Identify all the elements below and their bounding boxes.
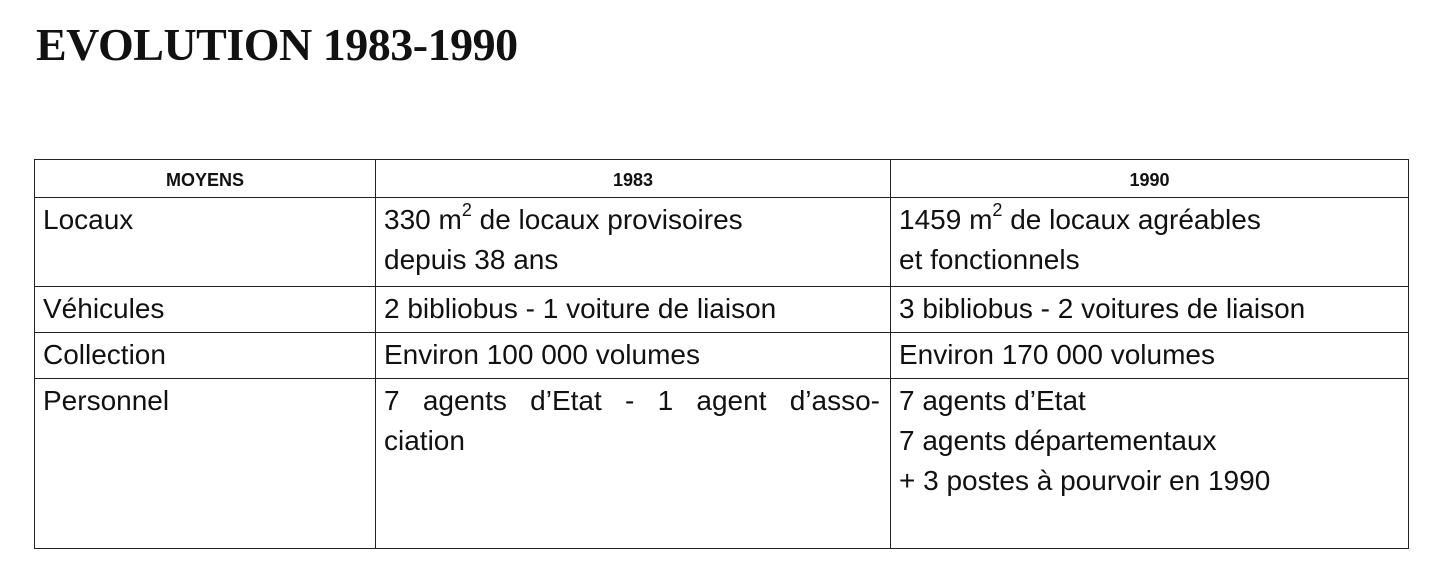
table-row	[35, 333, 1409, 379]
cell-line: ciation	[384, 425, 465, 456]
header-1990: 1990	[891, 160, 1409, 198]
cell-line: et fonctionnels	[899, 244, 1080, 275]
cell-collection-1983	[376, 333, 891, 379]
page-title: EVOLUTION 1983-1990	[36, 19, 518, 70]
table-row	[35, 287, 1409, 333]
cell-line: 7 agents d’Etat	[899, 385, 1086, 416]
table-header-row	[35, 160, 1409, 198]
cell-collection-1990	[891, 333, 1409, 379]
evolution-table	[34, 159, 1409, 549]
header-moyens: MOYENS	[35, 160, 376, 198]
row-label-collection: Collection	[35, 333, 376, 379]
cell-text: 1459 m	[899, 204, 993, 235]
cell-line: 7 agents départementaux	[899, 425, 1217, 456]
superscript: 2	[992, 200, 1003, 220]
table-row	[35, 379, 1409, 549]
cell-text: 330 m	[384, 204, 462, 235]
cell-locaux-1983	[376, 198, 891, 287]
cell-vehicules-1983	[376, 287, 891, 333]
row-label-locaux: Locaux	[35, 198, 376, 287]
cell-line: 2 bibliobus - 1 voiture de liaison	[384, 293, 777, 324]
cell-line: + 3 postes à pourvoir en 1990	[899, 465, 1271, 496]
cell-line: 3 bibliobus - 2 voitures de liaison	[899, 293, 1306, 324]
superscript: 2	[461, 200, 472, 220]
cell-text: de locaux agréables	[1010, 204, 1261, 235]
cell-line	[384, 200, 880, 240]
row-label-vehicules: Véhicules	[35, 287, 376, 333]
cell-personnel-1983	[376, 379, 891, 549]
row-label-personnel: Personnel	[35, 379, 376, 549]
cell-text: de locaux provisoires	[479, 204, 743, 235]
cell-line	[899, 200, 1398, 240]
cell-line: Environ 170 000 volumes	[899, 339, 1215, 370]
cell-vehicules-1990	[891, 287, 1409, 333]
header-1983: 1983	[376, 160, 891, 198]
cell-personnel-1990	[891, 379, 1409, 549]
cell-line: Environ 100 000 volumes	[384, 339, 700, 370]
cell-locaux-1990	[891, 198, 1409, 287]
table-row	[35, 198, 1409, 287]
cell-line: 7 agents d’Etat - 1 agent d’asso-	[384, 385, 880, 416]
cell-line: depuis 38 ans	[384, 244, 559, 275]
